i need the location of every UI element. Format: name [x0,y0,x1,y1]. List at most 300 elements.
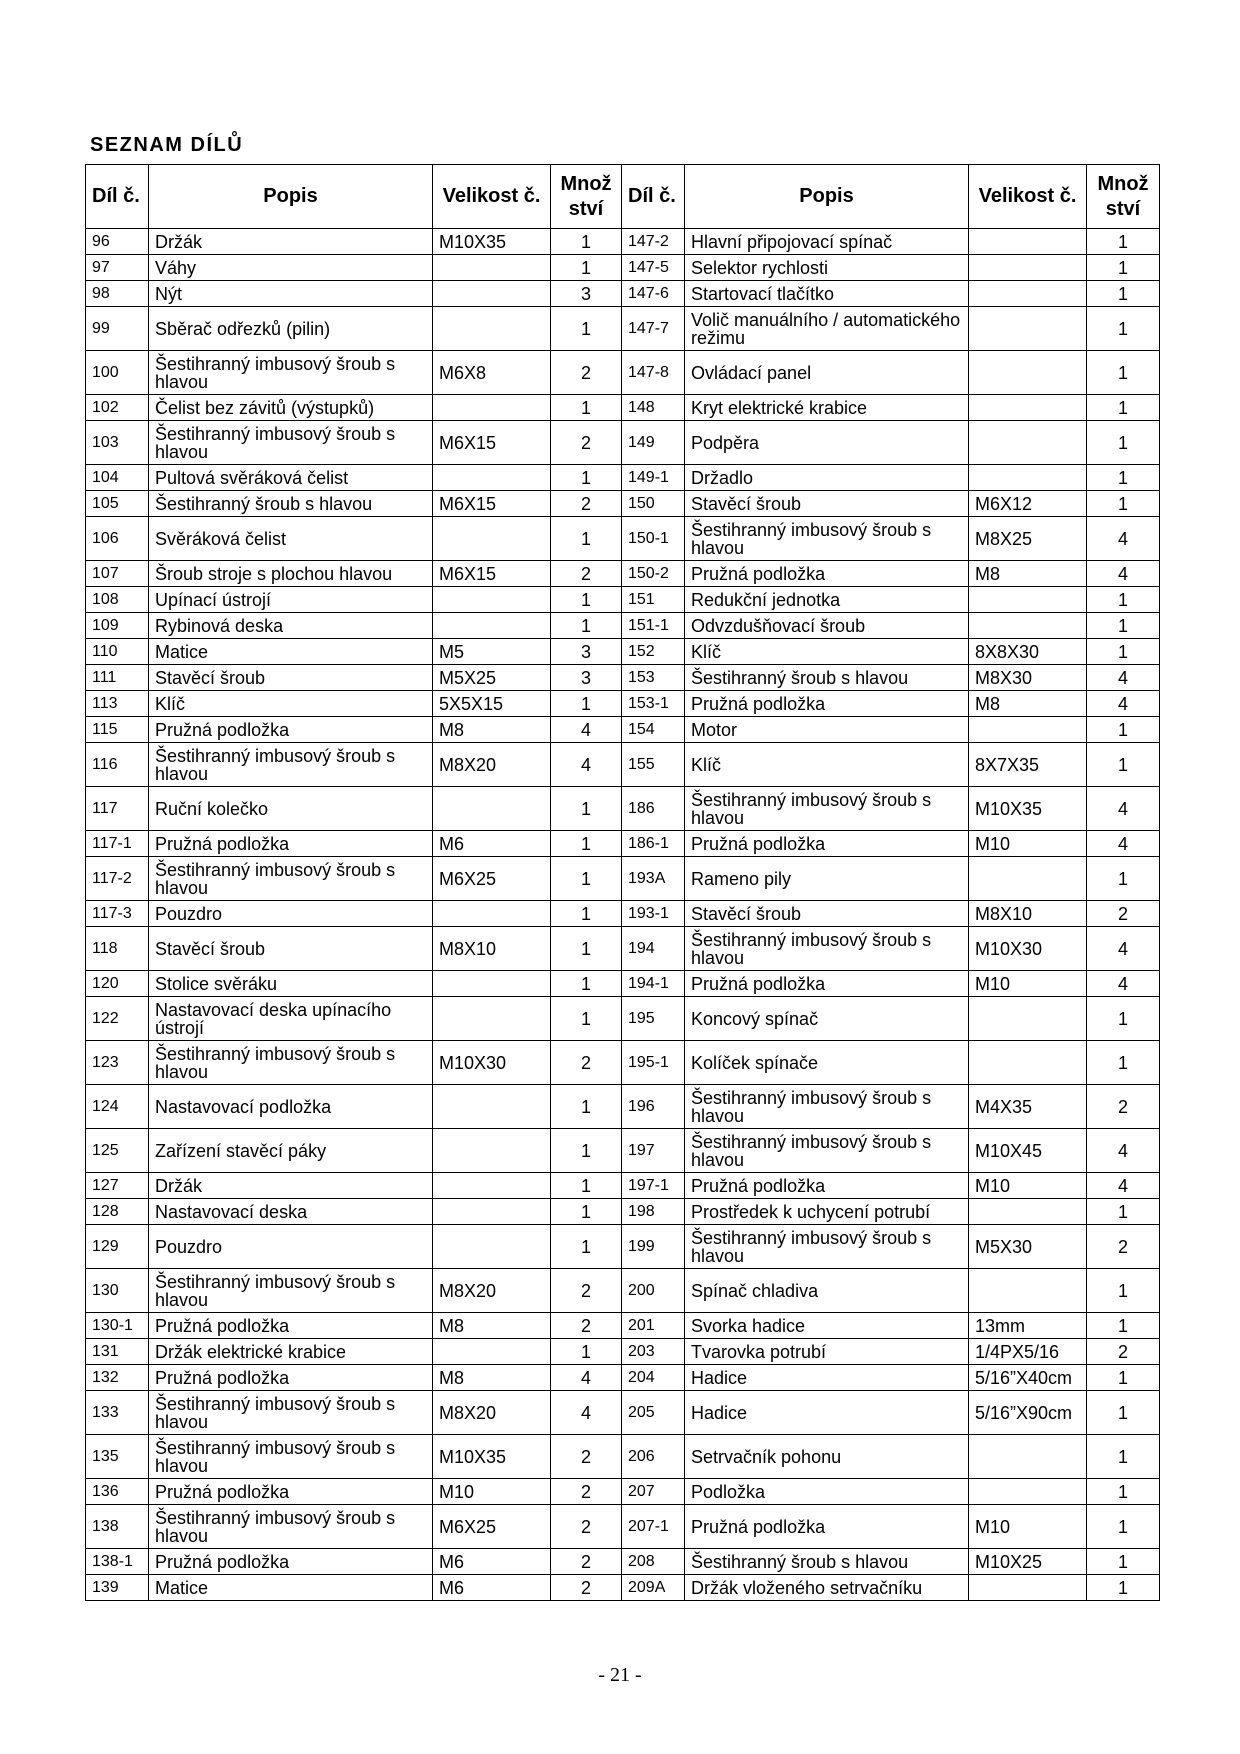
header-quantity: Množ ství [1087,165,1160,229]
part-size: M8X10 [969,901,1087,927]
part-description: Selektor rychlosti [685,255,969,281]
part-quantity: 1 [1087,395,1160,421]
page-number: - 21 - [598,1664,642,1686]
part-description: Pouzdro [149,1225,433,1269]
part-quantity: 1 [1087,743,1160,787]
part-quantity: 1 [1087,229,1160,255]
page-title: SEZNAM DÍLŮ [90,134,244,156]
part-size: M6X15 [433,561,551,587]
parts-table [85,164,1160,1601]
part-quantity: 4 [551,1391,622,1435]
part-size [969,1435,1087,1479]
table-row [86,1313,1160,1339]
part-quantity: 1 [1087,717,1160,743]
part-description: Pružná podložka [685,971,969,997]
part-quantity: 2 [551,421,622,465]
table-row [86,395,1160,421]
header-size: Velikost č. [433,165,551,229]
part-number: 117-3 [86,901,149,927]
part-number: 205 [622,1391,685,1435]
part-description: Držadlo [685,465,969,491]
part-quantity: 1 [1087,1391,1160,1435]
part-quantity: 4 [1087,517,1160,561]
part-size: M5X25 [433,665,551,691]
part-quantity: 1 [551,927,622,971]
part-description: Šestihranný imbusový šroub s hlavou [149,743,433,787]
table-row [86,1505,1160,1549]
part-quantity: 4 [1087,1173,1160,1199]
table-row [86,997,1160,1041]
part-number: 136 [86,1479,149,1505]
part-size: M8 [969,561,1087,587]
part-description: Nastavovací deska [149,1199,433,1225]
part-quantity: 1 [551,395,622,421]
part-size: M6X12 [969,491,1087,517]
part-number: 149 [622,421,685,465]
part-description: Odvzdušňovací šroub [685,613,969,639]
part-quantity: 1 [1087,1313,1160,1339]
part-number: 109 [86,613,149,639]
part-quantity: 1 [1087,587,1160,613]
part-number: 209A [622,1575,685,1601]
part-quantity: 4 [1087,787,1160,831]
header-quantity: Množ ství [551,165,622,229]
part-size: M8 [969,691,1087,717]
part-size: M10X30 [969,927,1087,971]
part-description: Klíč [149,691,433,717]
part-quantity: 1 [1087,1041,1160,1085]
part-quantity: 1 [1087,1505,1160,1549]
part-description: Zařízení stavěcí páky [149,1129,433,1173]
part-number: 200 [622,1269,685,1313]
table-row [86,281,1160,307]
table-row [86,639,1160,665]
part-number: 130-1 [86,1313,149,1339]
part-number: 117-2 [86,857,149,901]
part-quantity: 2 [551,491,622,517]
part-quantity: 2 [1087,1085,1160,1129]
part-size [969,1041,1087,1085]
part-quantity: 4 [551,1365,622,1391]
part-quantity: 1 [551,255,622,281]
part-size: M8 [433,717,551,743]
part-size: M10X30 [433,1041,551,1085]
table-row [86,787,1160,831]
part-number: 118 [86,927,149,971]
part-quantity: 1 [551,857,622,901]
table-row [86,1085,1160,1129]
part-quantity: 2 [551,1041,622,1085]
part-quantity: 1 [551,1199,622,1225]
part-description: Šestihranný imbusový šroub s hlavou [685,517,969,561]
part-quantity: 1 [551,229,622,255]
part-size [969,717,1087,743]
part-number: 110 [86,639,149,665]
part-description: Pružná podložka [149,1549,433,1575]
part-quantity: 1 [1087,351,1160,395]
part-size [433,1085,551,1129]
part-quantity: 4 [1087,927,1160,971]
part-description: Ruční kolečko [149,787,433,831]
part-size: M6X15 [433,421,551,465]
part-number: 103 [86,421,149,465]
header-part-no: Díl č. [86,165,149,229]
part-number: 194 [622,927,685,971]
part-description: Šestihranný imbusový šroub s hlavou [149,1041,433,1085]
table-row [86,1339,1160,1365]
part-description: Podložka [685,1479,969,1505]
part-description: Šestihranný šroub s hlavou [149,491,433,517]
part-size [433,307,551,351]
table-row [86,1575,1160,1601]
part-size [969,1199,1087,1225]
part-number: 117 [86,787,149,831]
part-size: M8X30 [969,665,1087,691]
part-quantity: 1 [551,691,622,717]
part-quantity: 1 [551,613,622,639]
table-row [86,1549,1160,1575]
part-description: Pružná podložka [685,561,969,587]
part-description: Upínací ústrojí [149,587,433,613]
part-quantity: 2 [551,1549,622,1575]
part-description: Stolice svěráku [149,971,433,997]
part-quantity: 1 [1087,465,1160,491]
table-row [86,857,1160,901]
part-description: Pružná podložka [149,1313,433,1339]
part-number: 150-2 [622,561,685,587]
part-size: 1/4PX5/16 [969,1339,1087,1365]
part-size [433,465,551,491]
part-description: Svěráková čelist [149,517,433,561]
part-number: 133 [86,1391,149,1435]
part-description: Spínač chladiva [685,1269,969,1313]
part-quantity: 1 [551,971,622,997]
part-description: Stavěcí šroub [685,491,969,517]
part-number: 104 [86,465,149,491]
part-quantity: 4 [551,717,622,743]
part-description: Startovací tlačítko [685,281,969,307]
part-number: 128 [86,1199,149,1225]
part-number: 122 [86,997,149,1041]
part-number: 194-1 [622,971,685,997]
part-quantity: 1 [1087,613,1160,639]
header-part-no: Díl č. [622,165,685,229]
part-size [969,857,1087,901]
part-quantity: 2 [551,1575,622,1601]
part-quantity: 1 [1087,1199,1160,1225]
part-number: 96 [86,229,149,255]
part-size [433,901,551,927]
part-size [433,255,551,281]
part-quantity: 4 [1087,665,1160,691]
part-size: 5/16”X40cm [969,1365,1087,1391]
header-size: Velikost č. [969,165,1087,229]
part-quantity: 1 [1087,1575,1160,1601]
part-description: Volič manuálního / automatického režimu [685,307,969,351]
part-number: 138 [86,1505,149,1549]
part-description: Nastavovací deska upínacího ústrojí [149,997,433,1041]
part-number: 139 [86,1575,149,1601]
part-size [969,1479,1087,1505]
part-description: Šestihranný imbusový šroub s hlavou [149,351,433,395]
part-number: 196 [622,1085,685,1129]
part-quantity: 2 [1087,1339,1160,1365]
part-size: M10 [969,831,1087,857]
part-quantity: 1 [551,1225,622,1269]
part-description: Váhy [149,255,433,281]
part-quantity: 2 [551,1313,622,1339]
part-size: M10 [969,1173,1087,1199]
part-number: 100 [86,351,149,395]
table-row [86,421,1160,465]
table-row [86,1479,1160,1505]
part-size: M10X35 [433,229,551,255]
part-size: M4X35 [969,1085,1087,1129]
part-quantity: 1 [551,787,622,831]
part-number: 197-1 [622,1173,685,1199]
part-quantity: 2 [1087,1225,1160,1269]
part-number: 195 [622,997,685,1041]
part-number: 123 [86,1041,149,1085]
part-description: Hlavní připojovací spínač [685,229,969,255]
part-description: Koncový spínač [685,997,969,1041]
part-size: M6X25 [433,1505,551,1549]
part-size: M6X8 [433,351,551,395]
part-size: M10X45 [969,1129,1087,1173]
table-row [86,587,1160,613]
part-description: Držák [149,1173,433,1199]
table-row [86,465,1160,491]
part-description: Šestihranný imbusový šroub s hlavou [685,1129,969,1173]
part-size [969,307,1087,351]
table-row [86,1225,1160,1269]
part-number: 102 [86,395,149,421]
table-row [86,1269,1160,1313]
part-description: Matice [149,1575,433,1601]
part-number: 113 [86,691,149,717]
part-description: Pružná podložka [149,831,433,857]
part-description: Tvarovka potrubí [685,1339,969,1365]
part-description: Stavěcí šroub [149,927,433,971]
part-description: Podpěra [685,421,969,465]
part-quantity: 3 [551,281,622,307]
part-quantity: 4 [1087,831,1160,857]
part-description: Stavěcí šroub [685,901,969,927]
part-quantity: 4 [1087,971,1160,997]
part-size [433,1129,551,1173]
part-number: 105 [86,491,149,517]
part-number: 149-1 [622,465,685,491]
part-description: Pružná podložka [685,691,969,717]
part-description: Šestihranný šroub s hlavou [685,1549,969,1575]
part-description: Pružná podložka [685,1505,969,1549]
table-row [86,613,1160,639]
part-quantity: 4 [551,743,622,787]
part-number: 125 [86,1129,149,1173]
table-row [86,717,1160,743]
part-number: 106 [86,517,149,561]
part-number: 116 [86,743,149,787]
part-number: 147-5 [622,255,685,281]
part-size: 13mm [969,1313,1087,1339]
part-size [433,971,551,997]
part-size [969,1269,1087,1313]
part-number: 131 [86,1339,149,1365]
table-header-row [86,165,1160,229]
part-number: 204 [622,1365,685,1391]
part-size [433,997,551,1041]
table-row [86,1173,1160,1199]
part-size: M6X15 [433,491,551,517]
table-row [86,1041,1160,1085]
part-size [433,613,551,639]
part-number: 108 [86,587,149,613]
part-number: 193A [622,857,685,901]
table-row [86,351,1160,395]
part-number: 150 [622,491,685,517]
part-size: M8X10 [433,927,551,971]
part-description: Klíč [685,743,969,787]
part-quantity: 1 [1087,1479,1160,1505]
part-number: 207 [622,1479,685,1505]
part-quantity: 2 [1087,901,1160,927]
parts-table-body [86,229,1160,1601]
table-row [86,255,1160,281]
part-quantity: 1 [551,307,622,351]
part-quantity: 1 [551,1173,622,1199]
table-row [86,831,1160,857]
part-quantity: 1 [1087,1269,1160,1313]
part-size: M10X35 [433,1435,551,1479]
part-number: 107 [86,561,149,587]
part-size [433,587,551,613]
part-number: 207-1 [622,1505,685,1549]
table-row [86,691,1160,717]
part-size: M5 [433,639,551,665]
part-number: 197 [622,1129,685,1173]
part-quantity: 1 [551,517,622,561]
part-size: 5/16”X90cm [969,1391,1087,1435]
part-description: Držák elektrické krabice [149,1339,433,1365]
part-description: Šestihranný imbusový šroub s hlavou [685,787,969,831]
part-number: 199 [622,1225,685,1269]
part-description: Ovládací panel [685,351,969,395]
part-size: M10 [433,1479,551,1505]
part-size: M6 [433,831,551,857]
part-description: Pružná podložka [149,1479,433,1505]
part-number: 208 [622,1549,685,1575]
part-description: Šroub stroje s plochou hlavou [149,561,433,587]
part-number: 195-1 [622,1041,685,1085]
part-quantity: 1 [551,1085,622,1129]
part-description: Kolíček spínače [685,1041,969,1085]
part-size: M8 [433,1365,551,1391]
part-description: Šestihranný imbusový šroub s hlavou [149,421,433,465]
table-row [86,1199,1160,1225]
part-quantity: 4 [1087,561,1160,587]
part-description: Držák vloženého setrvačníku [685,1575,969,1601]
part-description: Matice [149,639,433,665]
part-description: Šestihranný imbusový šroub s hlavou [149,857,433,901]
part-number: 153-1 [622,691,685,717]
table-row [86,1391,1160,1435]
table-row [86,665,1160,691]
part-quantity: 3 [551,639,622,665]
part-description: Šestihranný imbusový šroub s hlavou [685,927,969,971]
part-quantity: 1 [1087,1435,1160,1479]
part-size [969,229,1087,255]
part-quantity: 2 [551,1435,622,1479]
part-size: M6 [433,1575,551,1601]
part-size [433,1173,551,1199]
part-number: 150-1 [622,517,685,561]
part-number: 151-1 [622,613,685,639]
part-quantity: 1 [1087,1549,1160,1575]
part-number: 130 [86,1269,149,1313]
part-number: 193-1 [622,901,685,927]
part-description: Šestihranný imbusový šroub s hlavou [685,1085,969,1129]
part-number: 138-1 [86,1549,149,1575]
part-number: 186-1 [622,831,685,857]
part-size: M8 [433,1313,551,1339]
part-size [969,1575,1087,1601]
part-quantity: 1 [1087,857,1160,901]
part-size [433,281,551,307]
part-size [433,787,551,831]
part-quantity: 2 [551,1505,622,1549]
part-description: Svorka hadice [685,1313,969,1339]
part-number: 147-2 [622,229,685,255]
part-description: Pružná podložka [149,1365,433,1391]
part-size [969,613,1087,639]
part-quantity: 1 [1087,997,1160,1041]
table-row [86,1365,1160,1391]
part-size: M10X25 [969,1549,1087,1575]
part-description: Hadice [685,1365,969,1391]
part-description: Pružná podložka [685,1173,969,1199]
part-number: 154 [622,717,685,743]
header-description: Popis [149,165,433,229]
part-size: 8X7X35 [969,743,1087,787]
part-description: Redukční jednotka [685,587,969,613]
part-description: Šestihranný šroub s hlavou [685,665,969,691]
part-size [433,517,551,561]
table-row [86,229,1160,255]
part-quantity: 1 [1087,281,1160,307]
part-number: 203 [622,1339,685,1365]
part-quantity: 3 [551,665,622,691]
part-size: M6X25 [433,857,551,901]
part-description: Rameno pily [685,857,969,901]
part-size: M10X35 [969,787,1087,831]
table-row [86,1435,1160,1479]
part-number: 153 [622,665,685,691]
part-description: Motor [685,717,969,743]
part-number: 127 [86,1173,149,1199]
part-size [969,587,1087,613]
part-number: 135 [86,1435,149,1479]
part-number: 117-1 [86,831,149,857]
part-number: 115 [86,717,149,743]
part-number: 147-6 [622,281,685,307]
table-row [86,517,1160,561]
part-description: Nýt [149,281,433,307]
part-quantity: 2 [551,1269,622,1313]
part-description: Sběrač odřezků (pilin) [149,307,433,351]
part-number: 132 [86,1365,149,1391]
part-quantity: 2 [551,1479,622,1505]
part-quantity: 1 [1087,255,1160,281]
